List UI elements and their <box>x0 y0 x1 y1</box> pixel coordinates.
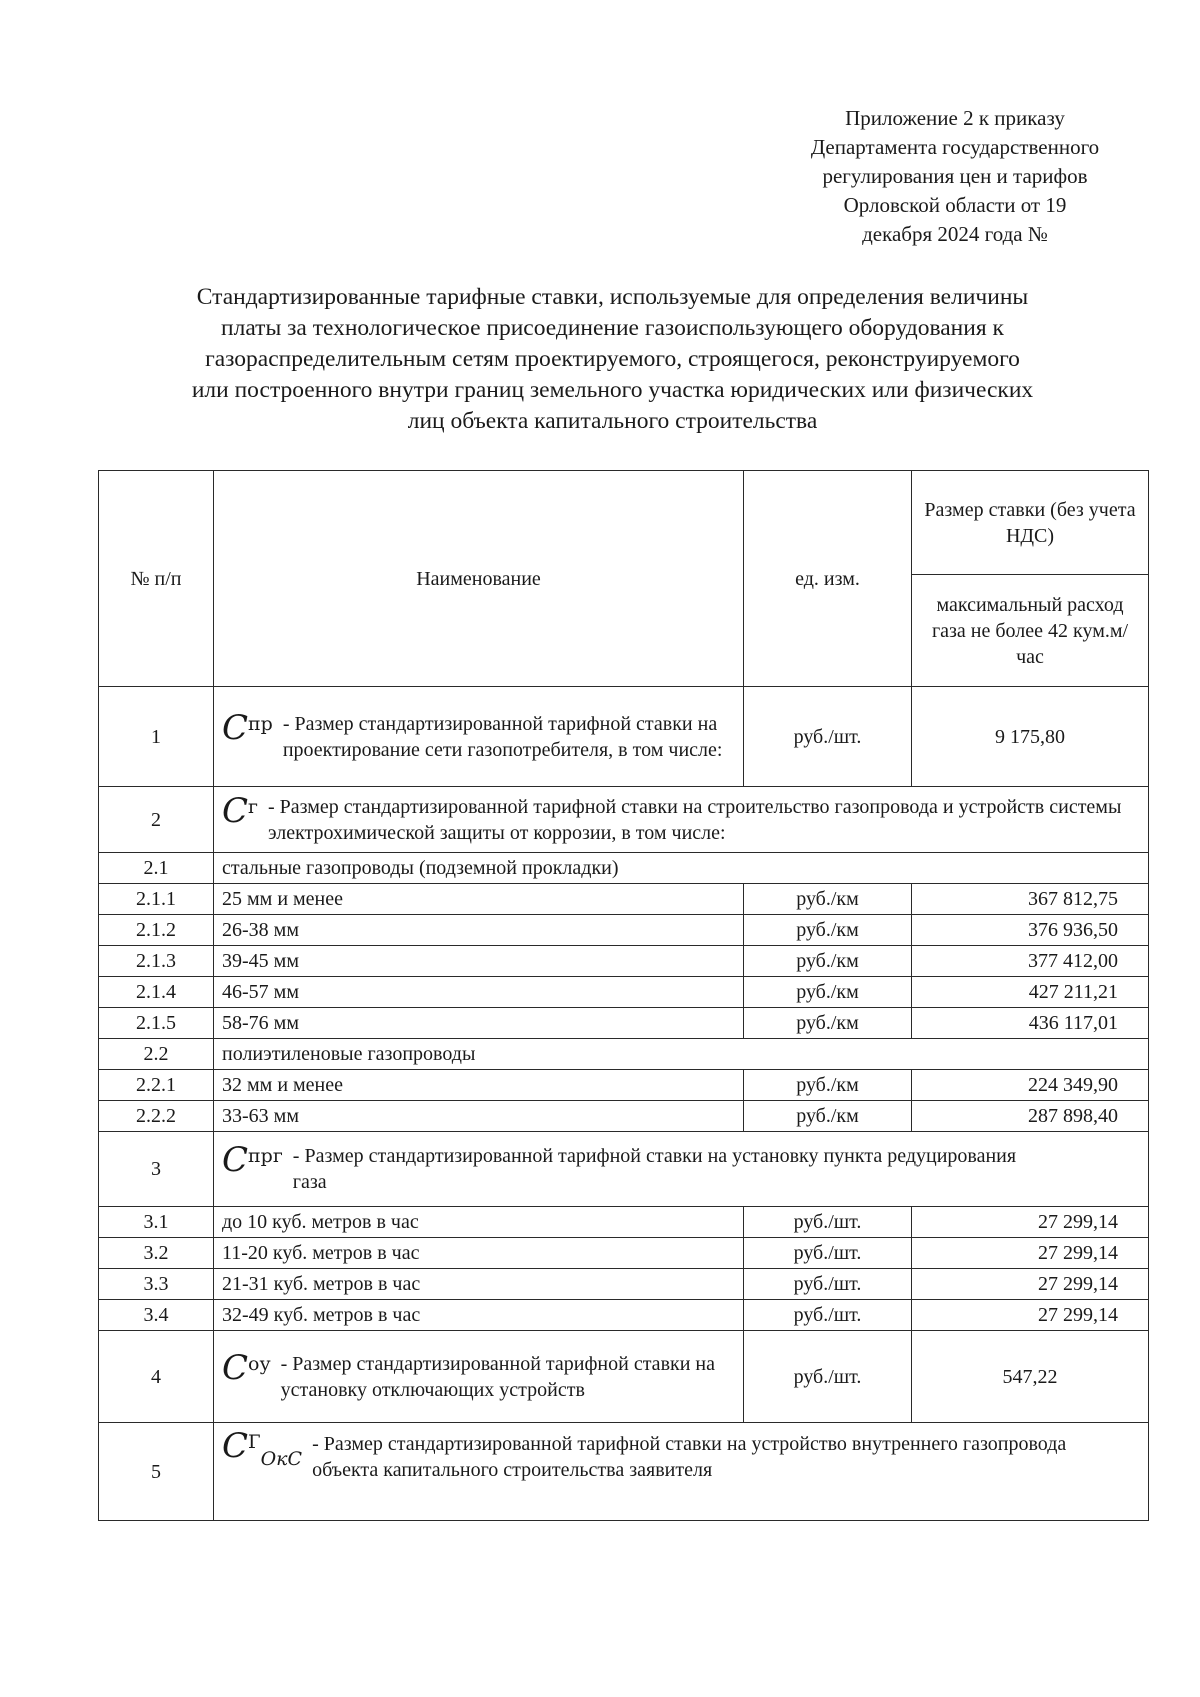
row-unit: руб./шт. <box>744 1238 912 1269</box>
row-value: 27 299,14 <box>912 1238 1149 1269</box>
title-line: или построенного внутри границ земельного участка юридических или физических <box>191 377 1034 403</box>
table-row <box>99 977 1149 1008</box>
row-num: 3.2 <box>99 1238 214 1269</box>
tariff-symbol <box>222 1347 271 1388</box>
row-unit: руб./км <box>744 1070 912 1101</box>
row-num: 4 <box>99 1331 214 1423</box>
symbol-sup: оу <box>248 1352 271 1375</box>
symbol-letter: C <box>222 790 249 831</box>
row-num: 2.1.2 <box>99 915 214 946</box>
row-num: 2.1.3 <box>99 946 214 977</box>
title-line: газораспределительным сетям проектируемого, строящегося, реконструируемого <box>205 346 1020 372</box>
row-value: 377 412,00 <box>912 946 1149 977</box>
row-unit: руб./км <box>744 946 912 977</box>
row-name <box>214 1423 1149 1521</box>
table-row <box>99 1039 1149 1070</box>
header-rate: Размер ставки (без учета НДС) <box>912 471 1149 575</box>
table-row <box>99 787 1149 853</box>
row-name: 32-49 куб. метров в час <box>214 1300 744 1331</box>
row-num: 1 <box>99 687 214 787</box>
row-name: 32 мм и менее <box>214 1070 744 1101</box>
document-title <box>95 282 1130 437</box>
row-value: 27 299,14 <box>912 1269 1149 1300</box>
row-num: 2.2 <box>99 1039 214 1070</box>
row-name: 58-76 мм <box>214 1008 744 1039</box>
row-name: 25 мм и менее <box>214 884 744 915</box>
row-name: 26-38 мм <box>214 915 744 946</box>
row-name <box>214 1331 744 1423</box>
row-name <box>214 787 1149 853</box>
title-line: платы за технологическое присоединение газоиспользующего оборудования к <box>221 315 1004 341</box>
row-value: 436 117,01 <box>912 1008 1149 1039</box>
row-unit: руб./км <box>744 1101 912 1132</box>
symbol-sup: прг <box>248 1145 283 1167</box>
row-value: 27 299,14 <box>912 1300 1149 1331</box>
row-unit: руб./км <box>744 884 912 915</box>
row-description: - Размер стандартизированной тарифной ставки на строительство газопровода и устройств системы электрохимической защиты от коррозии, в том числе: <box>267 795 1122 844</box>
row-name <box>214 1132 1149 1207</box>
appendix-line: Приложение 2 к приказу <box>845 106 1065 130</box>
row-description: - Размер стандартизированной тарифной ставки на установку отключающих устройств <box>280 1352 716 1401</box>
table-row <box>99 1331 1149 1423</box>
row-num: 2.1 <box>99 853 214 884</box>
row-value: 9 175,80 <box>912 687 1149 787</box>
row-num: 3.3 <box>99 1269 214 1300</box>
row-name: 33-63 мм <box>214 1101 744 1132</box>
header-num: № п/п <box>99 471 214 687</box>
row-unit: руб./шт. <box>744 1331 912 1423</box>
row-unit: руб./км <box>744 915 912 946</box>
row-num: 3.4 <box>99 1300 214 1331</box>
table-row <box>99 1238 1149 1269</box>
table-row <box>99 915 1149 946</box>
appendix-line: регулирования цен и тарифов <box>822 164 1088 188</box>
tariff-symbol <box>222 1426 303 1474</box>
row-name: 21-31 куб. метров в час <box>214 1269 744 1300</box>
table-row <box>99 853 1149 884</box>
table-row <box>99 1132 1149 1207</box>
row-unit: руб./шт. <box>744 1207 912 1238</box>
symbol-sup: г <box>248 795 258 818</box>
row-num: 2.1.1 <box>99 884 214 915</box>
row-name: стальные газопроводы (подземной прокладки) <box>214 853 1149 884</box>
row-description: - Размер стандартизированной тарифной ставки на проектирование сети газопотребителя, в том числе: <box>282 712 723 761</box>
row-num: 3.1 <box>99 1207 214 1238</box>
table-row <box>99 1008 1149 1039</box>
title-line: Стандартизированные тарифные ставки, используемые для определения величины <box>196 284 1029 310</box>
row-value: 376 936,50 <box>912 915 1149 946</box>
row-value: 224 349,90 <box>912 1070 1149 1101</box>
row-value: 547,22 <box>912 1331 1149 1423</box>
header-rate-sub: максимальный расход газа не более 42 кум.м/час <box>912 575 1149 687</box>
row-value: 367 812,75 <box>912 884 1149 915</box>
row-name: 11-20 куб. метров в час <box>214 1238 744 1269</box>
header-name: Наименование <box>214 471 744 687</box>
table-row <box>99 687 1149 787</box>
symbol-sup: пр <box>248 712 273 735</box>
row-num: 2.1.5 <box>99 1008 214 1039</box>
row-num: 2.1.4 <box>99 977 214 1008</box>
table-row <box>99 1101 1149 1132</box>
appendix-line: декабря 2024 года № <box>862 222 1048 246</box>
symbol-letter: C <box>222 707 249 748</box>
tariff-table <box>98 470 1149 1521</box>
row-description: - Размер стандартизированной тарифной ставки на устройство внутреннего газопровода объекта капитального строительства заявителя <box>312 1433 1067 1481</box>
appendix-reference <box>760 104 1150 249</box>
row-description: - Размер стандартизированной тарифной ставки на установку пункта редуцирования газа <box>292 1145 1017 1193</box>
row-name: 46-57 мм <box>214 977 744 1008</box>
tariff-symbol <box>222 790 258 831</box>
symbol-letter: C <box>222 1347 249 1388</box>
row-name <box>214 687 744 787</box>
row-num: 5 <box>99 1423 214 1521</box>
symbol-letter: C <box>222 1140 249 1180</box>
row-unit: руб./шт. <box>744 687 912 787</box>
row-unit: руб./км <box>744 1008 912 1039</box>
table-row <box>99 1070 1149 1101</box>
row-name: до 10 куб. метров в час <box>214 1207 744 1238</box>
row-num: 2.2.1 <box>99 1070 214 1101</box>
row-name: 39-45 мм <box>214 946 744 977</box>
table-row <box>99 1269 1149 1300</box>
appendix-line: Департамента государственного <box>810 135 1100 159</box>
table-row <box>99 1207 1149 1238</box>
row-num: 2.2.2 <box>99 1101 214 1132</box>
tariff-symbol <box>222 707 273 748</box>
table-row <box>99 1423 1149 1521</box>
row-name: полиэтиленовые газопроводы <box>214 1039 1149 1070</box>
table-row <box>99 946 1149 977</box>
tariff-symbol <box>222 1140 283 1180</box>
symbol-letter: C <box>222 1426 249 1466</box>
title-line: лиц объекта капитального строительства <box>407 408 818 434</box>
row-unit: руб./шт. <box>744 1269 912 1300</box>
row-unit: руб./км <box>744 977 912 1008</box>
row-value: 427 211,21 <box>912 977 1149 1008</box>
row-unit: руб./шт. <box>744 1300 912 1331</box>
symbol-sup: Г <box>248 1431 261 1453</box>
table-row <box>99 884 1149 915</box>
header-row <box>99 471 1149 575</box>
row-value: 27 299,14 <box>912 1207 1149 1238</box>
symbol-sub: ОкС <box>260 1447 303 1470</box>
row-value: 287 898,40 <box>912 1101 1149 1132</box>
row-num: 2 <box>99 787 214 853</box>
table-row <box>99 1300 1149 1331</box>
appendix-line: Орловской области от 19 <box>843 193 1067 217</box>
row-num: 3 <box>99 1132 214 1207</box>
header-unit: ед. изм. <box>744 471 912 687</box>
